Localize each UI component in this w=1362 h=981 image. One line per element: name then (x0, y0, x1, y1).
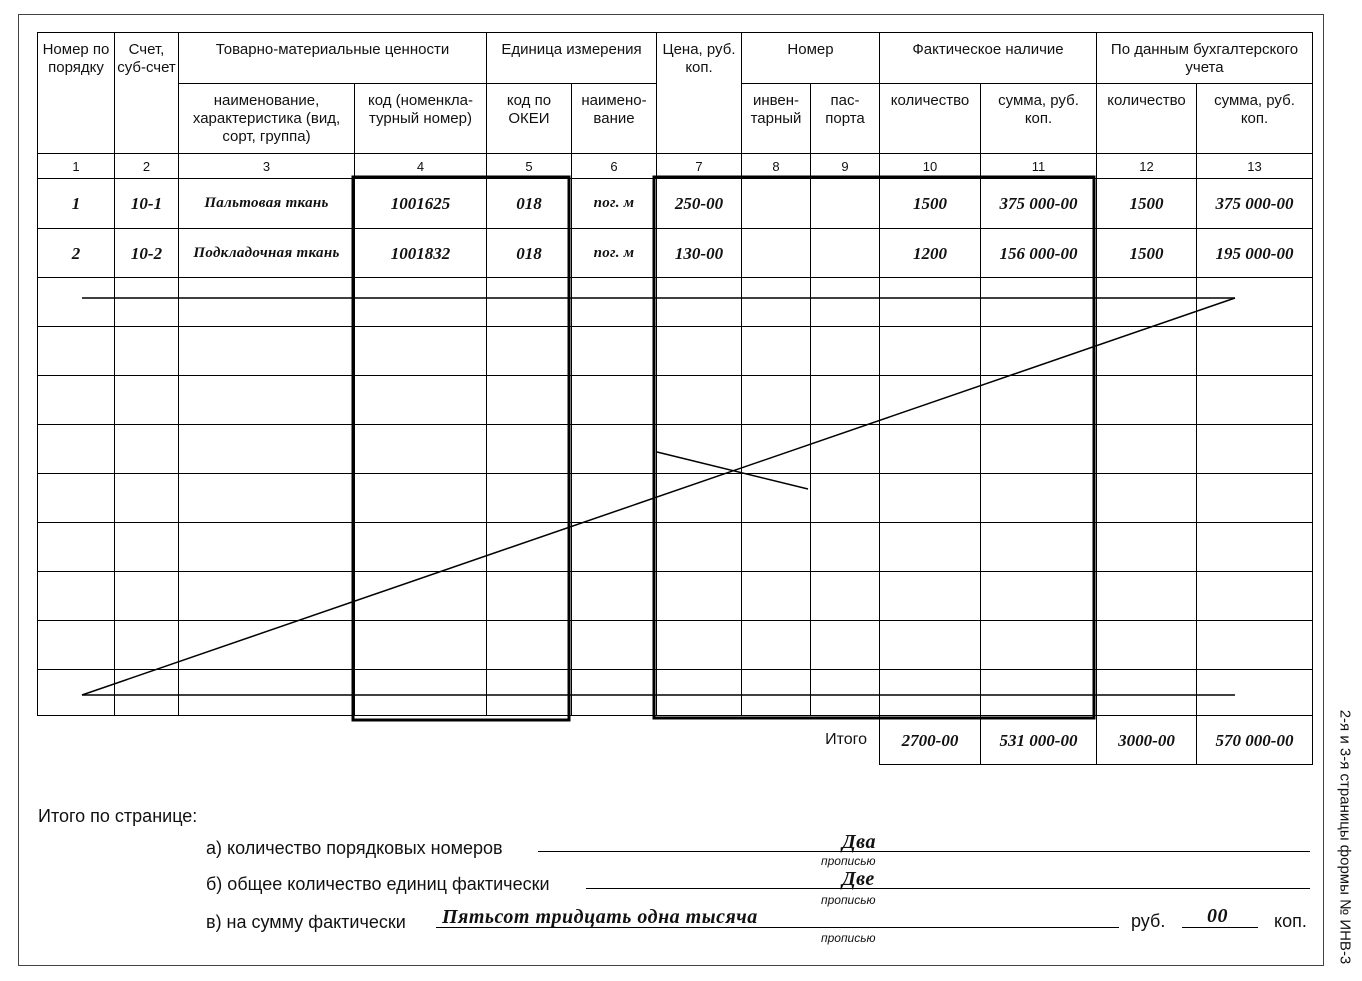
col-number: 4 (355, 154, 487, 179)
summary-rub-label: руб. (1131, 911, 1166, 931)
row-acc-sum: 195 000-00 (1197, 229, 1313, 278)
row-price: 130-00 (657, 229, 742, 278)
header-actual: Фактическое наличие (880, 33, 1097, 84)
row-name: Подкладочная ткань (179, 229, 355, 278)
row-fact-sum: 156 000-00 (981, 229, 1097, 278)
row-okei: 018 (487, 179, 572, 229)
row-name: Пальтовая ткань (179, 179, 355, 229)
summary-a-label: а) количество порядковых номеров (206, 838, 503, 858)
row-okei: 018 (487, 229, 572, 278)
summary-b-hint: прописью (821, 893, 876, 907)
col-number: 13 (1197, 154, 1313, 179)
summary-b-label: б) общее количество единиц фактически (206, 874, 550, 894)
empty-row (38, 278, 1313, 327)
frame-left-line (18, 14, 19, 966)
summary-b-value: Две (842, 868, 875, 890)
header-goods: Товарно-материальные ценности (179, 33, 487, 84)
row-acc-qty: 1500 (1097, 179, 1197, 229)
summary-a-hint: прописью (821, 854, 876, 868)
col-number: 7 (657, 154, 742, 179)
empty-row (38, 425, 1313, 474)
header-actual-qty: количество (880, 84, 981, 154)
empty-row (38, 523, 1313, 572)
row-num: 1 (38, 179, 115, 229)
row-account: 10-1 (115, 179, 179, 229)
row-acc-qty: 1500 (1097, 229, 1197, 278)
summary-c-label: в) на сумму фактически (206, 912, 406, 932)
row-code: 1001625 (355, 179, 487, 229)
header-unit: Единица измерения (487, 33, 657, 84)
header-price: Цена, руб. коп. (657, 33, 742, 154)
col-number: 12 (1097, 154, 1197, 179)
col-number: 3 (179, 154, 355, 179)
empty-row (38, 376, 1313, 425)
frame-bottom-line (18, 965, 1323, 966)
col-number: 1 (38, 154, 115, 179)
header-passport: пас-порта (811, 84, 880, 154)
col-number: 10 (880, 154, 981, 179)
col-number: 6 (572, 154, 657, 179)
row-inventory (742, 229, 811, 278)
empty-row (38, 572, 1313, 621)
header-unit-code: код по ОКЕИ (487, 84, 572, 154)
row-passport (811, 179, 880, 229)
inventory-table (37, 32, 1313, 765)
row-passport (811, 229, 880, 278)
row-acc-sum: 375 000-00 (1197, 179, 1313, 229)
row-inventory (742, 179, 811, 229)
frame-top-line (18, 14, 1323, 15)
row-code: 1001832 (355, 229, 487, 278)
row-account: 10-2 (115, 229, 179, 278)
total-acc-qty: 3000-00 (1097, 716, 1197, 765)
header-account: Счет, суб-счет (115, 33, 179, 154)
side-form-label (1334, 708, 1356, 966)
table-row (38, 179, 1313, 229)
header-inventory: инвен-тарный (742, 84, 811, 154)
summary-b-line (586, 888, 1310, 889)
header-acc-qty: количество (1097, 84, 1197, 154)
col-number: 11 (981, 154, 1097, 179)
total-fact-qty: 2700-00 (880, 716, 981, 765)
total-fact-sum: 531 000-00 (981, 716, 1097, 765)
page-summary-title: Итого по странице: (38, 806, 198, 826)
col-number: 2 (115, 154, 179, 179)
header-unit-name: наимено-вание (572, 84, 657, 154)
row-num: 2 (38, 229, 115, 278)
column-numbers-row (38, 154, 1313, 179)
empty-row (38, 327, 1313, 376)
row-price: 250-00 (657, 179, 742, 229)
empty-row (38, 621, 1313, 670)
header-accounting: По данным бухгалтерского учета (1097, 33, 1313, 84)
header-actual-sum: сумма, руб. коп. (981, 84, 1097, 154)
row-unit: пог. м (572, 179, 657, 229)
summary-kop-value: 00 (1207, 905, 1228, 927)
empty-row (38, 474, 1313, 523)
totals-label: Итого (825, 731, 867, 749)
row-unit: пог. м (572, 229, 657, 278)
empty-row (38, 670, 1313, 716)
summary-c-value: Пятьсот тридцать одна тысяча (442, 906, 758, 928)
row-fact-qty: 1200 (880, 229, 981, 278)
header-number: Номер (742, 33, 880, 84)
totals-row (38, 716, 1313, 765)
summary-a-line (538, 851, 1310, 852)
summary-kop-label: коп. (1274, 911, 1307, 931)
header-goods-code: код (номенкла-турный номер) (355, 84, 487, 154)
summary-a-value: Два (842, 831, 876, 853)
header-acc-sum: сумма, руб. коп. (1197, 84, 1313, 154)
header-num-order: Номер по порядку (38, 33, 115, 154)
col-number: 5 (487, 154, 572, 179)
row-fact-sum: 375 000-00 (981, 179, 1097, 229)
col-number: 9 (811, 154, 880, 179)
side-form-label-text: 2-я и 3-я страницы формы № ИНВ-3 (1336, 709, 1354, 965)
row-fact-qty: 1500 (880, 179, 981, 229)
table-row (38, 229, 1313, 278)
col-number: 8 (742, 154, 811, 179)
frame-right-line (1323, 14, 1324, 966)
header-goods-name: наименование, характеристика (вид, сорт, группа) (179, 84, 355, 154)
total-acc-sum: 570 000-00 (1197, 716, 1313, 765)
summary-c-hint: прописью (821, 931, 876, 945)
